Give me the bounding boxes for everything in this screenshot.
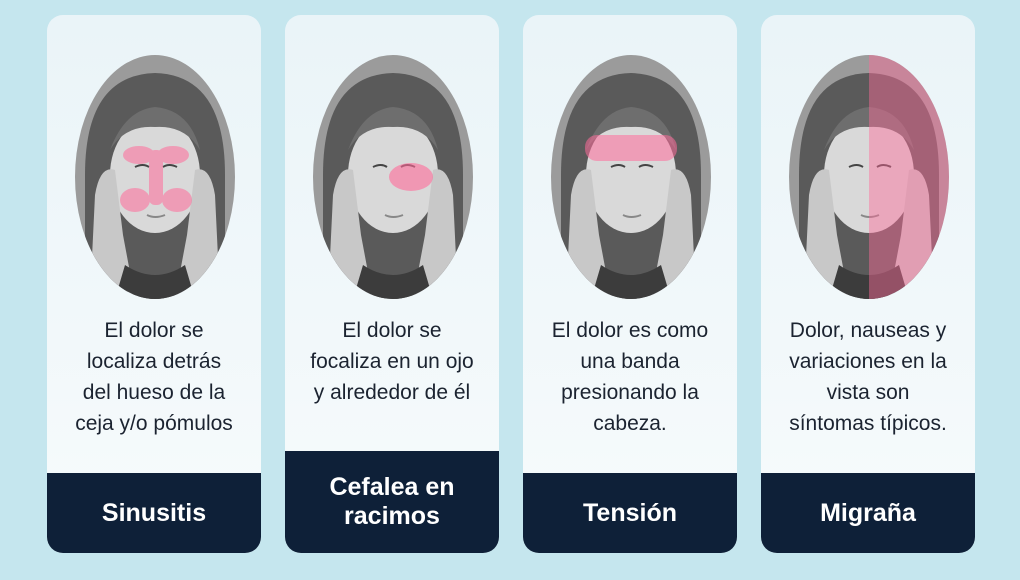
description-line: variaciones en la xyxy=(789,350,947,373)
pain-highlight xyxy=(869,55,949,299)
card-label-migrana: Migraña xyxy=(761,473,975,553)
description-line: síntomas típicos. xyxy=(789,412,947,435)
description-line: focaliza en un ojo xyxy=(310,350,474,373)
card-sinusitis xyxy=(47,15,261,553)
woman-headache-illustration xyxy=(789,55,949,299)
woman-headache-photo xyxy=(551,55,711,299)
description-line: El dolor es como xyxy=(551,319,709,342)
pain-highlight xyxy=(389,163,433,191)
woman-headache-photo xyxy=(789,55,949,299)
description-line: Dolor, nauseas y xyxy=(789,319,947,342)
card-tension xyxy=(523,15,737,553)
description-line: El dolor se xyxy=(342,319,442,342)
card-migrana xyxy=(761,15,975,553)
description-line: ceja y/o pómulos xyxy=(75,412,233,435)
description-line: del hueso de la xyxy=(82,381,226,404)
card-label-cefalea-en-racimos: Cefalea en racimos xyxy=(285,451,499,553)
card-label-sinusitis: Sinusitis xyxy=(47,473,261,553)
card-description xyxy=(55,315,253,439)
woman-headache-photo xyxy=(313,55,473,299)
description-line: localiza detrás xyxy=(86,350,222,373)
card-cefalea-en-racimos xyxy=(285,15,499,553)
card-description xyxy=(531,315,729,439)
description-line: una banda xyxy=(580,350,680,373)
description-line: cabeza. xyxy=(593,412,667,435)
card-description xyxy=(293,315,491,408)
woman-headache-illustration xyxy=(551,55,711,299)
woman-headache-photo xyxy=(75,55,235,299)
pain-highlight xyxy=(585,135,677,161)
woman-headache-illustration xyxy=(313,55,473,299)
card-description xyxy=(769,315,967,439)
card-label-tension: Tensión xyxy=(523,473,737,553)
woman-headache-illustration xyxy=(75,55,235,299)
description-line: y alrededor de él xyxy=(313,381,471,404)
description-line: presionando la xyxy=(561,381,699,404)
description-line: vista son xyxy=(826,381,910,404)
description-line: El dolor se xyxy=(104,319,204,342)
